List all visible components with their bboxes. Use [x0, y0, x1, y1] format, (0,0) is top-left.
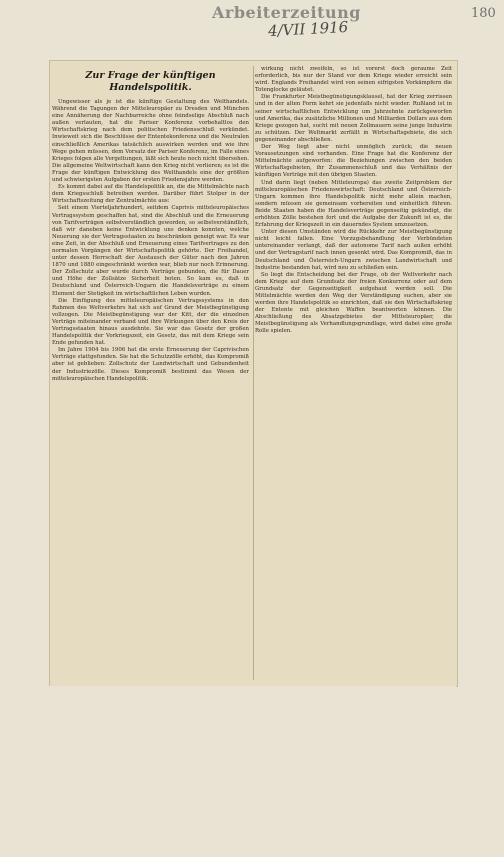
article-paragraph: Ungewisser als je ist die künftige Gestaltung des Welthandels. Während die Tagungen der Mitteleuropäer zu Dresden und München eine Annäherung der Nachbarreiche ohne feindselige Abschluß nach außen verlauten, hat die Pariser Konferenz vorbehaltlos den Wirtschaftskrieg nach dem politischen Friedensschluß verkündet. Inwieweit sich die Beschlüsse der Ententekonferenz und die Neutralen einschließlich Amerikas tatsächlich auswirken werden und wie ihre Wege gehen müssen, dem Vorsatz der Pariser Konferenz, im Falle eines Krieges folgen alle Vergeltungen, läßt sich heute noch nicht übersehen. Die allgemeine Weltwirtschaft kann den Krieg nicht verlieren; es ist die Frage der künftigen Entwicklung des Welthandels eine der größten und schwierigsten Aufgaben der ersten Friedensjahre werden.: [52, 99, 249, 184]
column-divider: [253, 66, 254, 680]
article-headline: Zur Frage der künftigen Handelspolitik.: [85, 70, 216, 93]
handwritten-date: 4/VII 1916: [267, 17, 349, 41]
article-paragraph: wirkung nicht zweifeln, so ist vorerst doch geraume Zeit erforderlich, bis nur der Stand vor dem Kriege wieder erreicht sein wird. Englands Freihandel wird von seinen eifrigsten Vorkämpfern die Totenglocke geläutet.: [255, 66, 452, 94]
article-column-right: [255, 66, 452, 680]
article-paragraph: Seit einem Vierteljahrhundert, seitdem Caprivis mitteleuropäisches Vertragssystem geschaffen hat, sind die Abschluß und die Erneuerung von Tarifverträgen selbstverständlich geworden, so selbstverständlich, daß wir daneben keine Entwicklung uns denken konnten, welche Neuerung sie der Vertragsstaaten zu beschränken geneigt war. Es war eine Zeit, in der Abschluß und Erneuerung eines Tarifvertrages zu den normalen Vorgängen der Wirtschaftspolitik gehörte. Der Freihandel, unter dessen Herrschaft der Austausch der Güter nach den Jahren 1870 und 1880 eingeschränkt worden war, blieb nur noch Erinnerung. Der Zollschutz aber wurde durch Verträge gebunden, die für Dauer und Höhe der Zollsätze Sicherheit boten. So kam es, daß in Deutschland und Österreich-Ungarn die Handelsverträge zu einem Element der Stetigkeit im wirtschaftlichen Leben wurden.: [52, 205, 249, 297]
article-paragraph: Es kommt dabei auf die Handelspolitik an, die die Mittelmächte nach dem Kriegsschluß betreiben werden. Darüber führt Stolper in der Wirtschaftszeitung der Zentralmächte aus:: [52, 184, 249, 205]
newspaper-stamp: Arbeiterzeitung: [212, 3, 361, 22]
folio-number: 180: [471, 6, 496, 21]
article-paragraph: Die Frankfurter Meistbegünstigungsklausel, hat der Krieg zerrissen und in der alten Form kehrt sie jedenfalls nicht wieder. Rußland ist in seiner wirtschaftlichen Entwicklung um Jahrzehnte zurückgeworfen und Amerika, das zusätzliche Millionen und Milliarden Dollars aus dem Kriege gezogen hat, sucht mit neuen Zollmauern seine junge Industrie zu schützen. Der Weltmarkt zerfällt in Wirtschaftsgebiete, die sich gegeneinander abschließen.: [255, 94, 452, 143]
article-paragraph: So liegt die Entscheidung bei der Frage, ob der Weltverkehr nach dem Kriege auf dem Grundsatz der freien Konkurrenz oder auf dem Grundsatz der Gegenseitigkeit aufgebaut werden soll. Die Mittelmächte werden den Weg der Verständigung suchen, aber sie werden ihre Handelspolitik so einrichten, daß sie den Wirtschaftskrieg der Entente mit gleichen Waffen beantworten können. Die Abschließung des Absatzgebietes der Mitteleuropäer, die Meistbegünstigung als Verhandlungsgrundlage, wird dabei eine große Rolle spielen.: [255, 271, 452, 335]
article-paragraph: Der Weg liegt aber nicht unmöglich zurück; die neuen Vorausetzungen sind vorhanden. Eine Frage hat die Konferenz der Mittelmächte aufgeworfen: die Beziehungen zwischen den beiden Wirtschaftsgebieten, ihr Zusammenschluß und das Verhältnis der künftigen Verträge mit den übrigen Staaten.: [255, 144, 452, 179]
article-column-left: [52, 66, 249, 680]
blank-margin: [49, 686, 456, 857]
article-paragraph: Im Jahre 1904 bis 1906 hat die erste Erneuerung der Caprivischen Verträge stattgefunden. Sie hat die Schutzzölle erhöht, das Kompromiß aber ist geblieben: Zollschutz der Landwirtschaft und Gebundenheit der Industriezölle. Dieses Kompromiß bestimmt das Wesen der mitteleuropäischen Handelspolitik.: [52, 347, 249, 382]
article-paragraph: Die Einfügung des mitteleuropäischen Vertragssystems in den Rahmen des Weltverkehrs hat sich auf Grund der Meistbegünstigung vollzogen. Die Meistbegünstigung war der Kitt, der die einzelnen Verträge miteinander verband und ihre Wirkungen über den Kreis der Vertragsstaaten hinaus ausdehnte. Sie war das Gesetz der großen Handelspolitik der Vorkriegszeit, ein Gesetz, das mit dem Kriege sein Ende gefunden hat.: [52, 297, 249, 347]
article-paragraph: Unter diesen Umständen wird die Rückkehr zur Meistbegünstigung nicht leicht fallen. Eine Vorzugsbehandlung der Verbündeten untereinander verlangt, daß der autonome Tarif nach außen erhöht und der Vertragstarif nach innen gesenkt wird. Das Kompromiß, das in Deutschland und Österreich-Ungarn zwischen Landwirtschaft und Industrie bestanden hat, wird neu zu schließen sein.: [255, 229, 452, 271]
article-paragraph: Und darin liegt (neben Mitteleuropa) das zweite Zeitproblem der mitteleuropäischen Friedenswirtschaft: Deutschland und Österreich-Ungarn kommen ihre Handelspolitik nicht mehr allein machen, sondern müssen sie gemeinsam vorbereiten und einheitlich führen. Beide Staaten haben die Handelsverträge gegenseitig gekündigt, die erhöhten Zölle bestehen fort und die Aufgabe der Zukunft ist es, die Erfahrung der Kriegszeit in ein dauerndes System umzusetzen.: [255, 179, 452, 229]
